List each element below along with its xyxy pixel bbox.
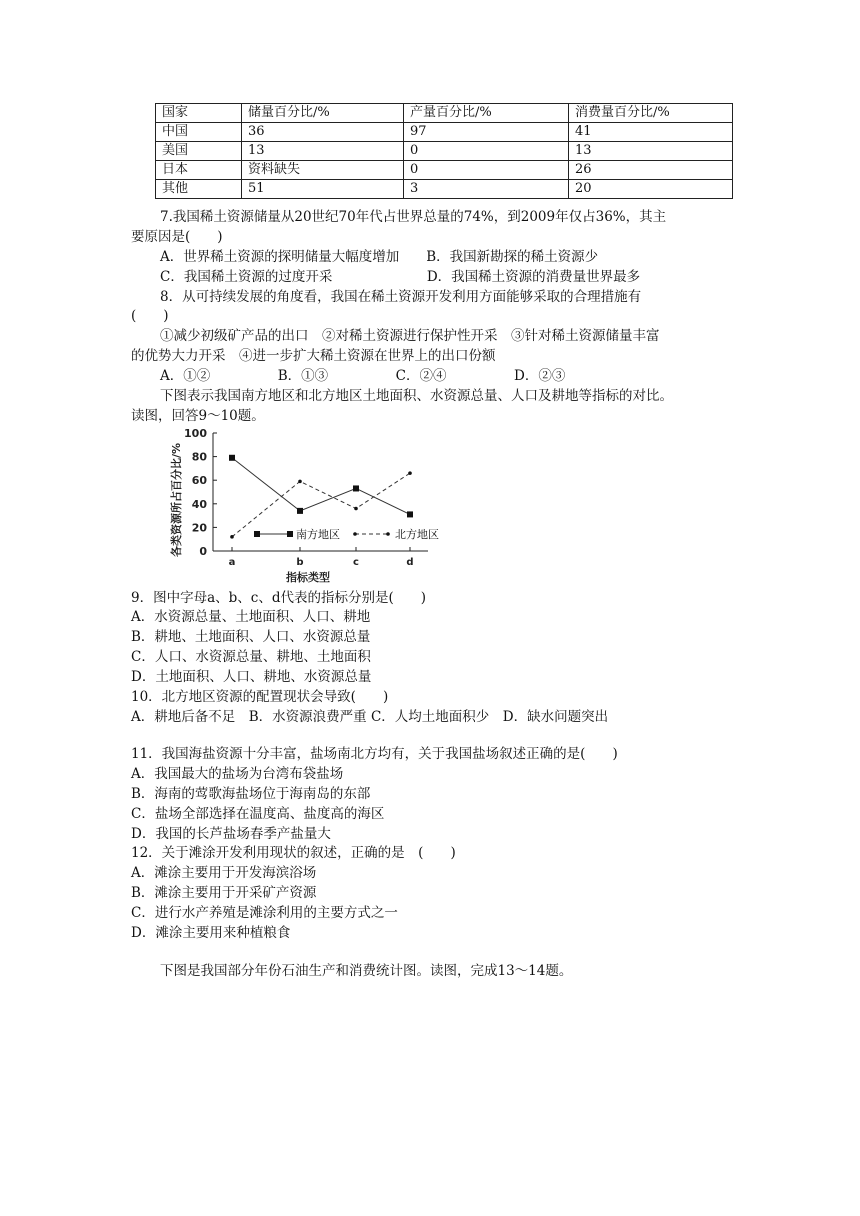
question-11-text: 11．我国海盐资源十分丰富，盐场南北方均有，关于我国盐场叙述正确的是( )	[131, 746, 618, 762]
table-cell: 美国	[156, 142, 242, 161]
table-cell: 日本	[156, 161, 242, 180]
table-cell: 资料缺失	[242, 161, 404, 180]
table-row	[156, 142, 733, 161]
table-header-cell: 储量百分比/%	[242, 104, 404, 123]
y-tick-label: 20	[191, 521, 207, 535]
question-12-option: A．滩涂主要用于开发海滨浴场	[131, 865, 317, 881]
data-point-south	[407, 511, 413, 517]
x-tick-label: d	[406, 557, 414, 568]
question-12-option: B．滩涂主要用于开采矿产资源	[131, 885, 317, 901]
data-point-south	[353, 485, 359, 491]
table-header-cell: 消费量百分比/%	[569, 104, 733, 123]
question-7-option: C．我国稀土资源的过度开采 D．我国稀土资源的消费量世界最多	[160, 269, 641, 285]
question-9-option: C．人口、水资源总量、耕地、土地面积	[131, 649, 371, 665]
legend-label-north: 北方地区	[395, 528, 439, 541]
question-12-text: 12．关于滩涂开发利用现状的叙述，正确的是 ( )	[131, 845, 456, 861]
table-cell: 51	[242, 180, 404, 199]
question-8-text: 8．从可持续发展的角度看，我国在稀土资源开发利用方面能够采取的合理措施有	[160, 289, 642, 305]
resource-comparison-chart	[160, 423, 460, 588]
table-header-cell: 产量百分比/%	[404, 104, 569, 123]
question-7-option: A．世界稀土资源的探明储量大幅度增加 B．我国新勘探的稀土资源少	[160, 249, 599, 265]
table-cell: 13	[569, 142, 733, 161]
table-cell: 20	[569, 180, 733, 199]
x-axis-title: 指标类型	[286, 571, 330, 584]
question-9-option: A．水资源总量、土地面积、人口、耕地	[131, 609, 371, 625]
oil-chart-intro-text: 下图是我国部分年份石油生产和消费统计图。读图，完成13～14题。	[160, 963, 573, 979]
legend-label-south: 南方地区	[296, 528, 340, 541]
table-cell: 3	[404, 180, 569, 199]
data-point-north	[230, 535, 234, 539]
chart-intro-text: 下图表示我国南方地区和北方地区土地面积、水资源总量、人口及耕地等指标的对比。	[160, 388, 673, 404]
table-cell: 36	[242, 123, 404, 142]
series-line-south	[232, 458, 410, 515]
y-tick-label: 0	[199, 545, 207, 558]
question-11-option: C．盐场全部选择在温度高、盐度高的海区	[131, 806, 385, 822]
table-cell: 97	[404, 123, 569, 142]
table-cell: 0	[404, 161, 569, 180]
question-12-option: C．进行水产养殖是滩涂利用的主要方式之一	[131, 905, 398, 921]
table-cell: 26	[569, 161, 733, 180]
question-8-text: ( )	[131, 308, 169, 324]
table-header-cell: 国家	[156, 104, 242, 123]
table-cell: 41	[569, 123, 733, 142]
y-tick-label: 80	[191, 450, 207, 464]
data-point-south	[297, 508, 303, 514]
question-11-option: B．海南的莺歌海盐场位于海南岛的东部	[131, 786, 371, 802]
question-11-option: D．我国的长芦盐场春季产盐量大	[131, 826, 331, 842]
question-7-text: 要原因是( )	[131, 229, 223, 245]
y-tick-label: 100	[184, 427, 207, 440]
question-8-statement: ①减少初级矿产品的出口 ②对稀土资源进行保护性开采 ③针对稀土资源储量丰富	[160, 328, 660, 344]
table-header-row	[156, 104, 733, 123]
question-7-text: 7.我国稀土资源储量从20世纪70年代占世界总量的74%，到2009年仅占36%，其主	[160, 209, 667, 225]
y-tick-label: 60	[191, 474, 207, 488]
data-point-north	[408, 471, 412, 475]
legend-marker-north	[353, 532, 357, 536]
question-10-text: 10．北方地区资源的配置现状会导致( )	[131, 689, 389, 705]
question-8-statement: 的优势大力开采 ④进一步扩大稀土资源在世界上的出口份额	[131, 348, 496, 364]
legend-marker-north	[386, 532, 390, 536]
data-point-north	[298, 480, 302, 484]
legend-marker-south	[254, 531, 260, 537]
question-8-options: A．①② B．①③ C．②④ D．②③	[160, 368, 566, 384]
table-cell: 中国	[156, 123, 242, 142]
data-point-north	[354, 507, 358, 511]
question-12-option: D．滩涂主要用来种植粮食	[131, 925, 291, 941]
table-cell: 0	[404, 142, 569, 161]
table-cell: 其他	[156, 180, 242, 199]
table-row	[156, 123, 733, 142]
table-row	[156, 180, 733, 199]
x-tick-label: c	[353, 557, 359, 568]
table-row	[156, 161, 733, 180]
data-point-south	[229, 455, 235, 461]
rare-earth-table	[155, 103, 733, 199]
y-tick-label: 40	[191, 497, 207, 511]
table-cell: 13	[242, 142, 404, 161]
question-10-options: A．耕地后备不足 B．水资源浪费严重 C．人均土地面积少 D．缺水问题突出	[131, 709, 609, 725]
x-tick-label: b	[296, 557, 304, 568]
y-axis-title: 各类资源所占百分比/%	[170, 442, 183, 558]
question-9-text: 9．图中字母a、b、c、d代表的指标分别是( )	[131, 590, 427, 606]
legend-marker-south	[287, 531, 293, 537]
question-9-option: D．土地面积、人口、耕地、水资源总量	[131, 669, 372, 685]
question-11-option: A．我国最大的盐场为台湾布袋盐场	[131, 766, 344, 782]
x-tick-label: a	[228, 557, 236, 568]
chart-intro-text: 读图，回答9～10题。	[131, 408, 265, 424]
question-9-option: B．耕地、土地面积、人口、水资源总量	[131, 629, 371, 645]
